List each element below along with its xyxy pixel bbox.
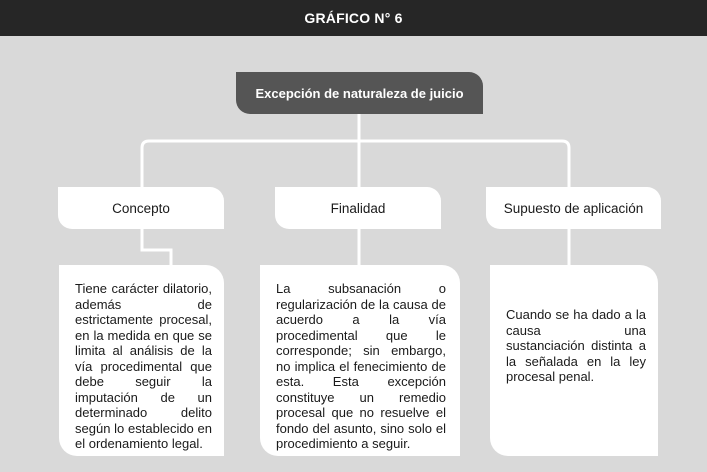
branch-concepto-text: Tiene carácter dilatorio, además de estrictamente procesal, en la medida en que se limita al análisis de la vía procedimental que debe seguir la imputación de un determinado delito según lo establecido en el ordenamiento legal. [75,281,212,451]
branch-supuesto-label: Supuesto de aplicación [503,200,644,216]
branch-finalidad-header [275,187,441,229]
branch-supuesto-card [490,265,658,456]
branch-concepto-card [59,265,224,456]
root-node-label: Excepción de naturaleza de juicio [255,85,464,101]
branch-finalidad-card [260,265,460,456]
branch-supuesto-header [486,187,661,229]
branch-finalidad-label: Finalidad [330,200,386,216]
branch-concepto-header [58,187,224,229]
connector-horizontal-bar [142,141,569,187]
branch-finalidad-text: La subsanación o regularización de la causa de acuerdo a la vía procedimental que le corresponde; sin embargo, no implica el fenecimiento de esta. Esta excepción constituye un remedio procesal que no resuelve el fondo del asunto, sino solo el procedimiento a seguir. [276,281,446,451]
branch-concepto-label: Concepto [112,200,170,216]
root-node [236,72,483,114]
connector-concepto [142,229,171,265]
branch-supuesto-text: Cuando se ha dado a la causa una sustanciación distinta a la señalada en la ley procesal penal. [506,307,646,384]
figure-title: GRÁFICO N° 6 [304,10,403,26]
